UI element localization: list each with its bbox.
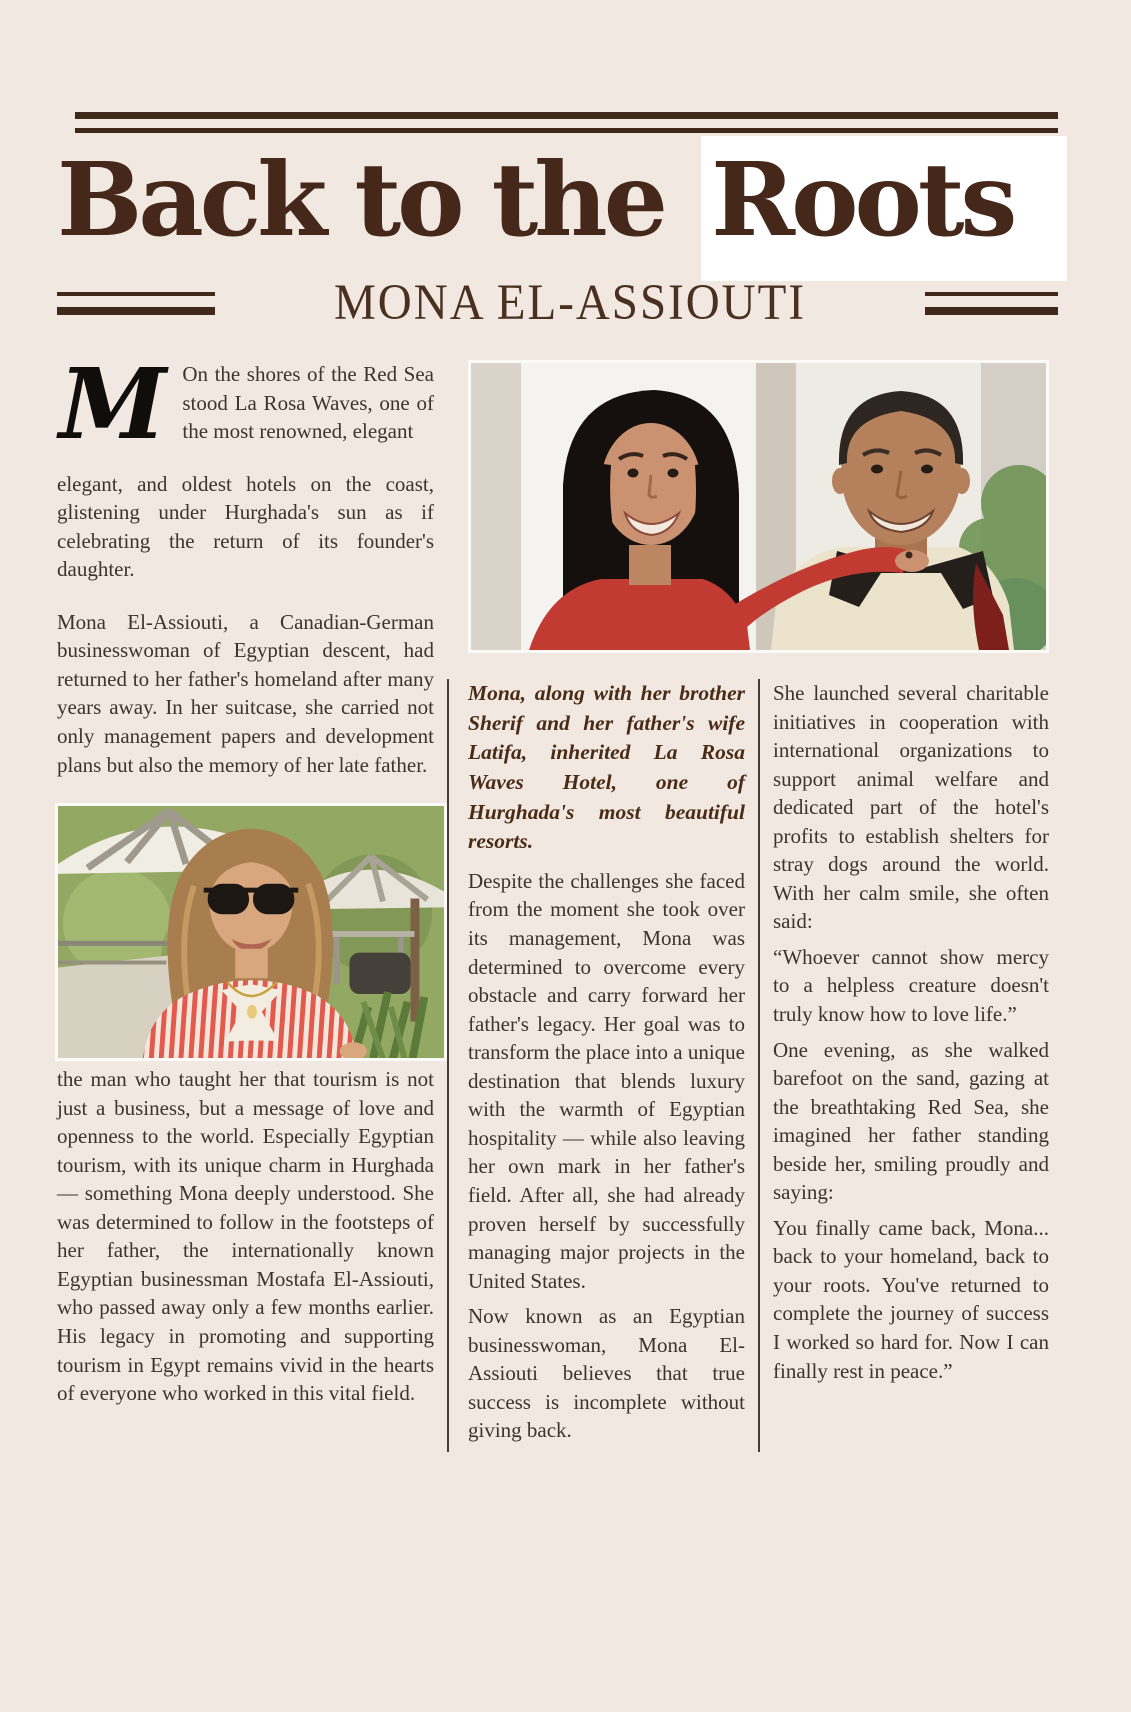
- article-subtitle: MONA EL-ASSIOUTI: [334, 274, 806, 332]
- paragraph: elegant, and oldest hotels on the coast, glistening under Hurghada's sun as if celebrating the return of its founder's daughter.: [57, 471, 434, 582]
- title-text: Back to the: [57, 140, 664, 259]
- magazine-page: [0, 112, 1131, 1712]
- title-highlight: Roots: [701, 136, 1067, 281]
- photo-mona-and-father: [468, 360, 1049, 653]
- rule-line: [57, 307, 215, 315]
- column-2: [447, 679, 758, 1452]
- column-3: [758, 679, 1049, 1452]
- rule-line: [57, 292, 215, 296]
- photo-mona-outdoors: [55, 803, 447, 1061]
- paragraph: Now known as an Egyptian businesswoman, Mona El-Assiouti believes that true success is incomplete without giving back.: [468, 1304, 745, 1443]
- paragraph: “Whoever cannot show mercy to a helpless creature doesn't truly know how to love life.”: [773, 944, 1049, 1027]
- paragraph: One evening, as she walked barefoot on the sand, gazing at the breathtaking Red Sea, she imagined her father standing beside her, smiling proudly and saying:: [773, 1037, 1049, 1205]
- photo-mona-and-father-illustration: [471, 363, 1046, 650]
- article-title: [57, 140, 1058, 259]
- paragraph-text: On the shores of the Red Sea stood La Rosa Waves, one of the most renowned, elegant: [182, 362, 434, 444]
- rule-line: [75, 112, 1058, 119]
- paragraph: Despite the challenges she faced from the moment she took over its management, Mona was determined to overcome every obstacle and carry forward her father's legacy. Her goal was to transform the place into a unique destination that blends luxury with the warmth of Egyptian hospitality — while also leaving her own mark in her father's field. After all, she had already proven herself by successfully managing major projects in the United States.: [468, 868, 745, 1293]
- paragraph: [57, 347, 434, 461]
- lead-paragraph: Mona, along with her brother Sherif and her father's wife Latifa, inherited La Rosa Waves Hotel, one of Hurghada's most beautiful resorts.: [468, 681, 745, 854]
- paragraph: She launched several charitable initiatives in cooperation with international organizations to support animal welfare and dedicated part of the hotel's profits to establish shelters for stray dogs around the world. With her calm smile, she often said:: [773, 681, 1049, 934]
- rule-line: [75, 128, 1058, 133]
- photo-mona-outdoors-illustration: [58, 806, 444, 1058]
- subtitle-row: [57, 276, 1058, 330]
- header-double-rule: [75, 112, 1058, 133]
- column-1: [57, 347, 447, 1452]
- rule-line: [925, 307, 1058, 315]
- drop-cap: M: [59, 347, 167, 461]
- paragraph: the man who taught her that tourism is not just a business, but a message of love and openness to the world. Especially Egyptian tourism, with its unique charm in Hurghada — something Mona deeply understood. She was determined to follow in the footsteps of her father, the internationally known Egyptian businessman Mostafa El-Assiouti, who passed away only a few months earlier. His legacy in promoting and supporting tourism in Egypt remains vivid in the hearts of everyone who worked in this vital field.: [57, 1067, 434, 1406]
- rule-line: [925, 292, 1058, 296]
- subtitle-rule-right: [925, 292, 1058, 315]
- subtitle-rule-left: [57, 292, 215, 315]
- paragraph: You finally came back, Mona... back to your homeland, back to your roots. You've returned to complete the journey of success I worked so hard for. Now I can finally rest in peace.”: [773, 1215, 1049, 1383]
- paragraph: Mona El-Assiouti, a Canadian-German businesswoman of Egyptian descent, had returned to her father's homeland after many years away. In her suitcase, she carried not only management papers and development plans but also the memory of her late father.: [57, 609, 434, 777]
- article-body: [57, 347, 1058, 1452]
- photo-top-wrap: [468, 360, 1049, 653]
